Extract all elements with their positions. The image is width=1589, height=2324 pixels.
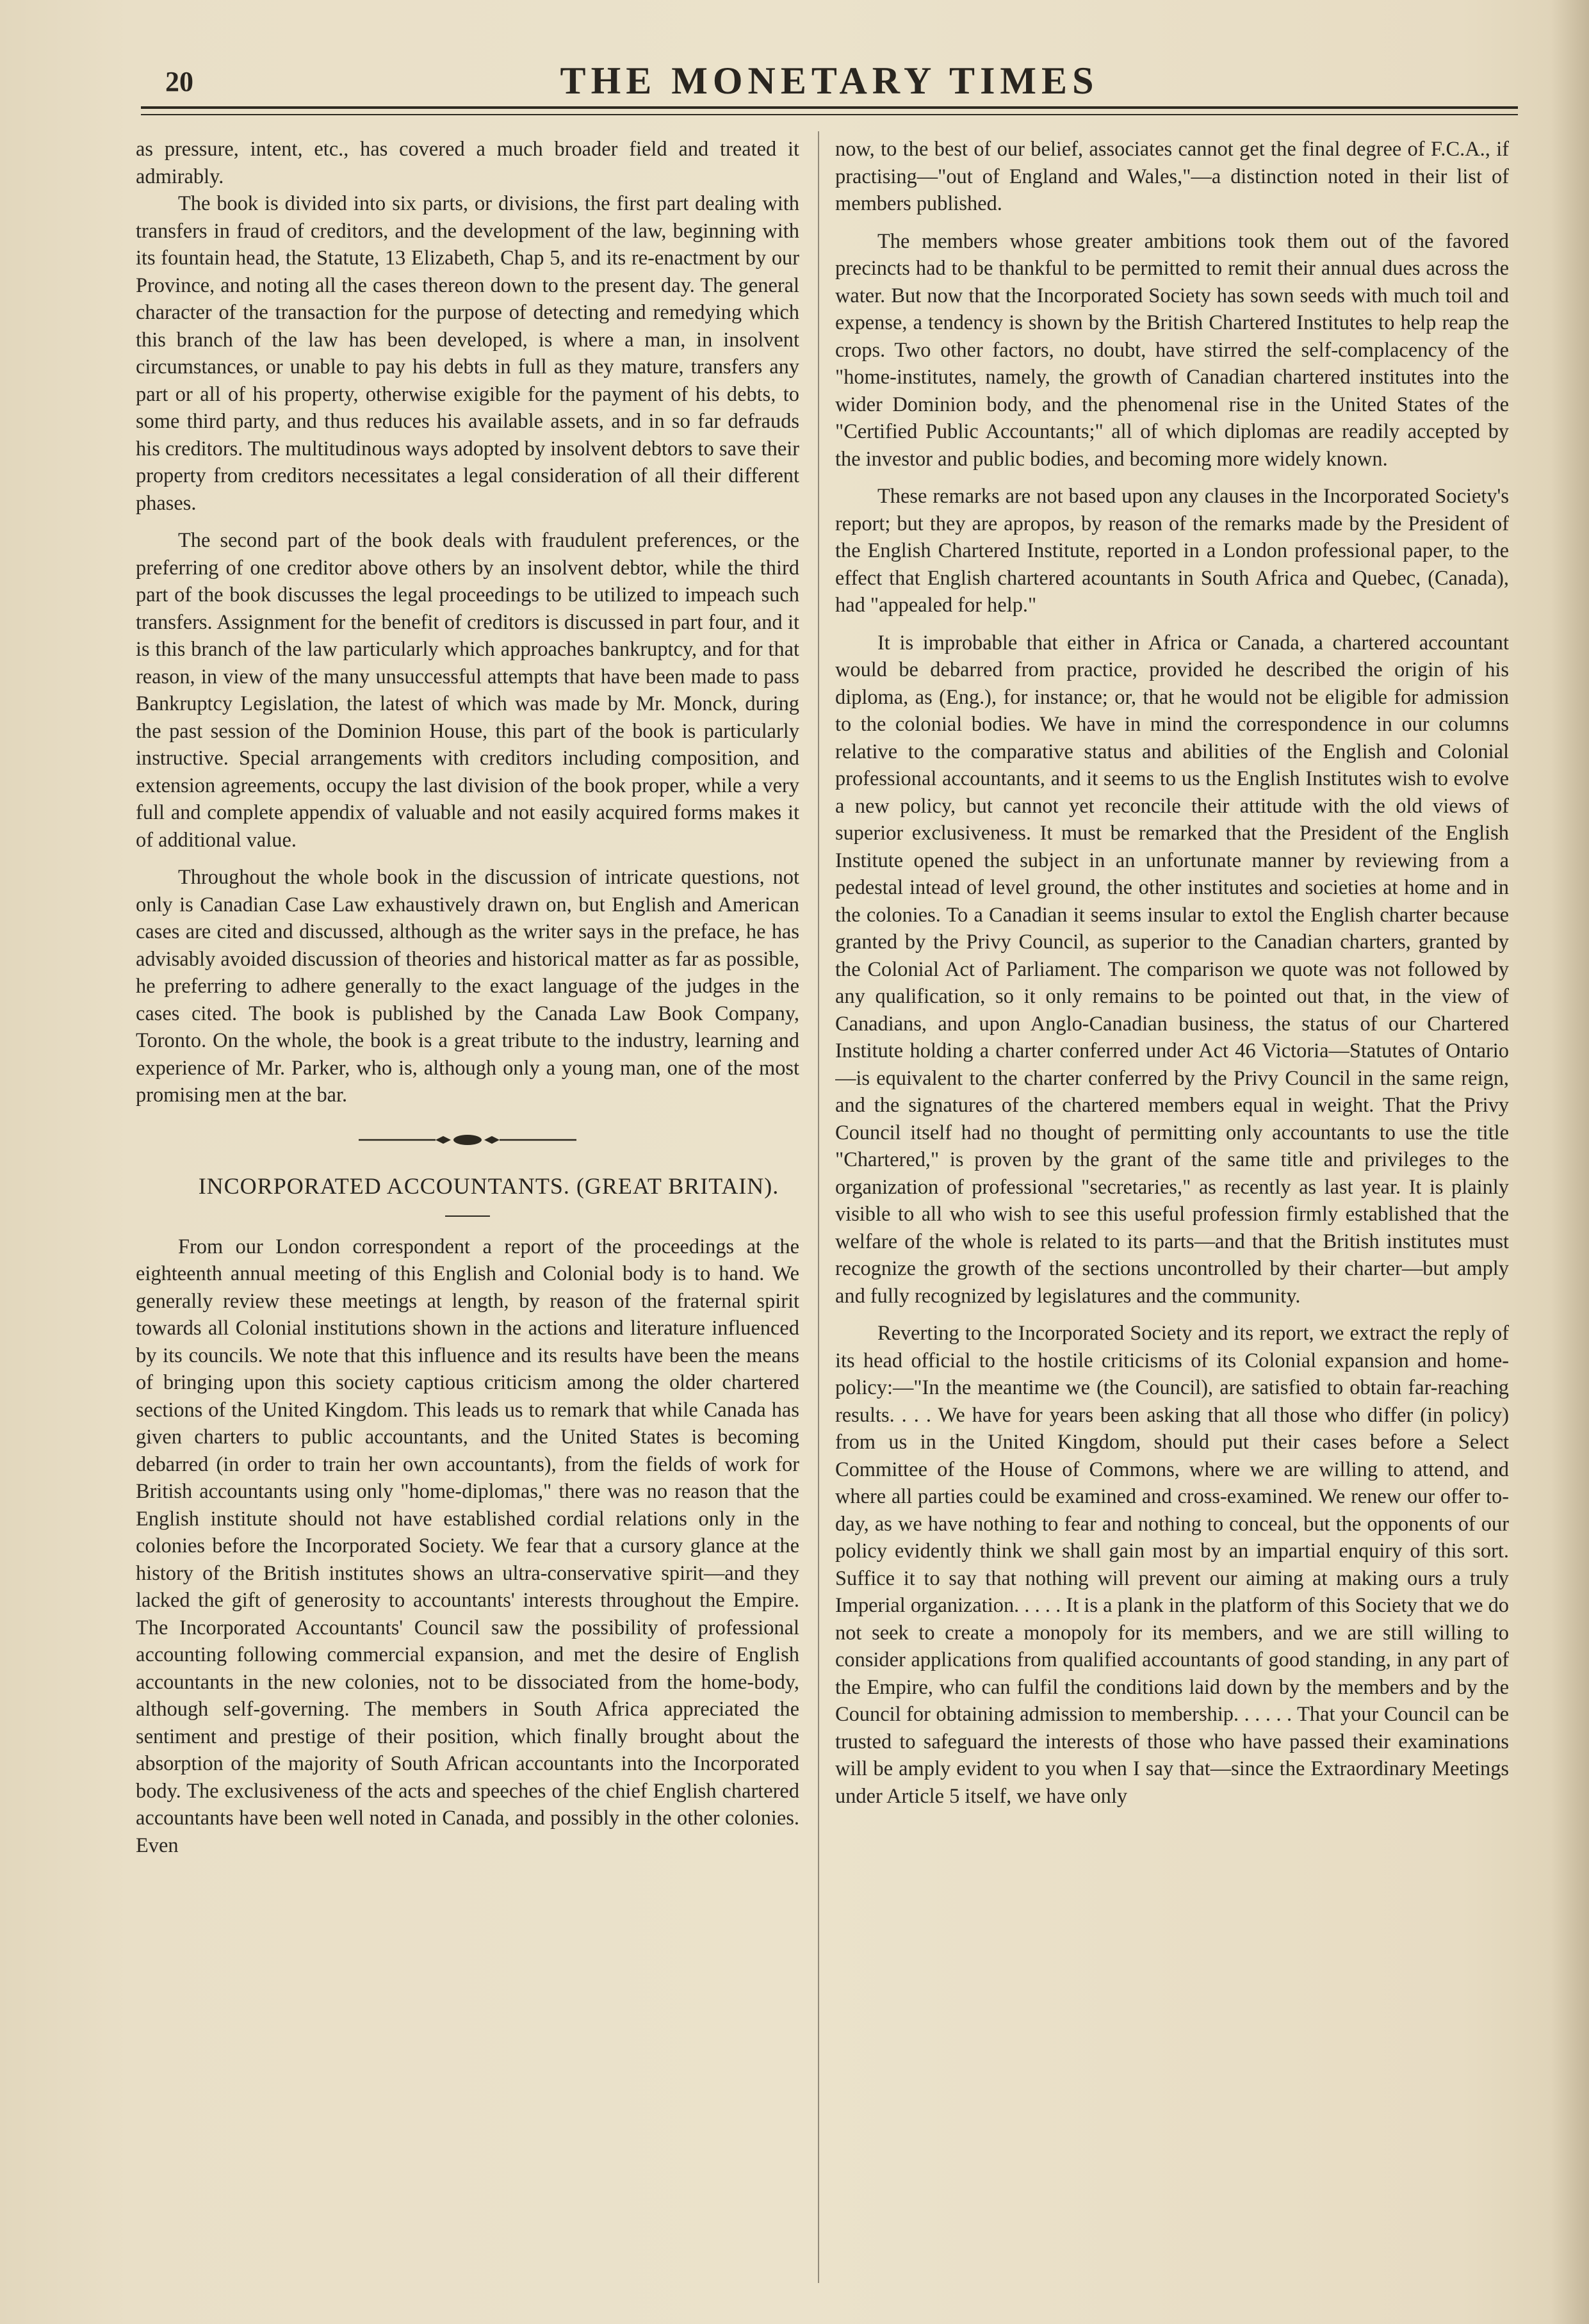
left-column bbox=[136, 136, 799, 2287]
section-paragraph-1: From our London correspondent a report of the proceedings at the eighteenth annual meeting of this English and Colonial body is to hand. We generally review these meetings at length, by reason of the fraternal spirit towards all Colonial institutions shown in the actions and literature influenced by its councils. We note that this influence and its results have been the means of bringing upon this society captious criticism among the older chartered sections of the United Kingdom. This leads us to remark that while Canada has given charters to public accountants, and the United States is becoming debarred (in order to train her own accountants), from the fields of work for British accountants using only "home-diplomas," there was no reason that the English institute should not have established cordial relations only in the colonies before the Incorporated Society. We fear that a cursory glance at the history of the British institutes shows an ultra-conservative spirit—and they lacked the gift of generosity to accountants' interests throughout the Empire. The Incorporated Accountants' Council saw the possibility of professional accounting following commercial expansion, and met the desire of English accountants in the new colonies, not to be dissociated from the home-body, although self-governing. The members in South Africa appreciated the sentiment and prestige of their position, which finally brought about the absorption of the majority of South African accountants into the Incorporated body. The exclusiveness of the acts and speeches of the chief English chartered accountants have been well noted in Canada, and possibly in the other colonies. Even bbox=[136, 1235, 799, 1857]
right-paragraph-3: These remarks are not based upon any clauses in the Incorporated Society's report; but they are apropos, by reason of the remarks made by the President of the English Chartered Institute, reported in a London professional paper, to the effect that English chartered acountants in South Africa and Quebec, (Canada), had "appealed for help." bbox=[835, 485, 1509, 617]
page-header bbox=[141, 59, 1518, 110]
header-rule-thin bbox=[141, 114, 1518, 115]
left-paragraph-2: The book is divided into six parts, or divisions, the first part dealing with transfers in fraud of creditors, and the development of the law, beginning with its fountain head, the Statute, 13 Elizabeth, Chap 5, and its re-enactment by our Province, and noting all the cases thereon down to the present day. The general character of the transaction for the purpose of detecting and remedying which this branch of the law has been developed, is where a man, in insolvent circumstances, or unable to pay his debts in full as they mature, transfers any part or all of his property, otherwise exigible for the payment of his debts, to some third party, and thus reduces his available assets, and in so far defrauds his creditors. The multitudinous ways adopted by insolvent debtors to save their property from creditors necessitates a legal consideration of all their different phases. bbox=[136, 192, 799, 515]
left-paragraph-4: Throughout the whole book in the discussion of intricate questions, not only is Canadian Case Law exhaustively drawn on, but English and American cases are cited and discussed, although as the writer says in the preface, he has advisably avoided discussion of theories and historical matter as far as possible, he preferring to adhere generally to the exact language of the judges in the cases cited. The book is published by the Canada Law Book Company, Toronto. On the whole, the book is a great tribute to the industry, learning and experience of Mr. Parker, who is, although only a young man, one of the most promising men at the bar. bbox=[136, 866, 799, 1107]
right-paragraph-2: The members whose greater ambitions took them out of the favored precincts had to be thankful to be permitted to remit their annual dues across the water. But now that the Incorporated Society has sown seeds with much toil and expense, a tendency is shown by the British Chartered Institutes to help reap the crops. Two other factors, no doubt, have stirred the self-complacency of the "home-institutes, namely, the growth of Canadian chartered institutes into the wider Dominion body, and the phenomenal rise in the United States of the "Certified Public Accountants;" all of which diplomas are readily accepted by the investor and public bodies, and becoming more widely known. bbox=[835, 229, 1509, 471]
heading-short-rule bbox=[445, 1215, 490, 1217]
masthead-title: THE MONETARY TIMES bbox=[560, 60, 1099, 102]
page-number: 20 bbox=[165, 66, 193, 97]
right-paragraph-1: now, to the best of our belief, associates cannot get the final degree of F.C.A., if practising—"out of England and Wales,"—a distinction noted in their list of members published. bbox=[835, 138, 1509, 215]
left-paragraph-1: as pressure, intent, etc., has covered a much broader field and treated it admirably. bbox=[136, 138, 799, 188]
right-column bbox=[835, 136, 1509, 2287]
page-edge-shadow bbox=[1551, 0, 1589, 2324]
section-heading: INCORPORATED ACCOUNTANTS. (GREAT BRITAIN). bbox=[198, 1173, 779, 1199]
ornament-divider-icon bbox=[359, 1132, 576, 1148]
right-paragraph-5: Reverting to the Incorporated Society and its report, we extract the reply of its head official to the hostile criticisms of its Colonial expansion and home-policy:—"In the meantime we (the Council), are satisfied to obtain far-reaching results. . . . We have for years been asking that all those who differ (in policy) from us in the United Kingdom, should put their cases before a Select Committee of the House of Commons, where we are willing to attend, and where all parties could be examined and cross-examined. We renew our offer to-day, as we have nothing to fear and nothing to conceal, but the opponents of our policy evidently think we shall gain most by an impartial enquiry of this sort. Suffice it to say that nothing will prevent our aiming at making ours a truly Imperial organization. . . . . It is a plank in the platform of this Society that we do not seek to create a monopoly for its members, and we are still willing to consider applications from qualified accountants of good standing, in any part of the Empire, who can fulfil the conditions laid down by the members and by the Council for obtaining admission to membership. . . . . . That your Council can be trusted to safeguard the interests of those who have passed their examinations will be amply evident to you when I say that—since the Extraordinary Meetings under Article 5 itself, we have only bbox=[835, 1322, 1509, 1808]
left-paragraph-3: The second part of the book deals with fraudulent preferences, or the preferring of one creditor above others by an insolvent debtor, while the third part of the book discusses the legal proceedings to be utilized to impeach such transfers. Assignment for the benefit of creditors is discussed in part four, and it is this branch of the law particularly which approaches bankruptcy, and for that reason, in view of the many unsuccessful attempts that have been made to pass Bankruptcy Legislation, the latest of which was made by Mr. Monck, during the past session of the Dominion House, this part of the book is particularly instructive. Special arrangements with creditors including composition, and extension agreements, occupy the last division of the book proper, while a very full and complete appendix of valuable and not easily acquired forms makes it of additional value. bbox=[136, 529, 799, 852]
column-divider bbox=[818, 131, 819, 2283]
right-paragraph-4: It is improbable that either in Africa or Canada, a chartered accountant would be debarred from practice, provided he described the origin of his diploma, as (Eng.), for instance; or, that he would not be eligible for admission to the colonial bodies. We have in mind the correspondence in our columns relative to the comparative status and abilities of the English and Colonial professional accountants, and it seems to us the English Institutes wish to evolve a new policy, but cannot yet reconcile their attitude with the old views of superior exclusiveness. It must be remarked that the President of the English Institute opened the subject in an unfortunate manner by reviewing from a pedestal intead of level ground, the other institutes and societies at home and in the colonies. To a Canadian it seems insular to extol the English charter because granted by the Privy Council, as superior to the Canadian charters, granted by the Colonial Act of Parliament. The comparison we quote was not followed by any qualification, so it only remains to be pointed out that, in the view of Canadians, and upon Anglo-Canadian business, the status of our Chartered Institute holding a charter conferred under Act 46 Victoria—Statutes of Ontario—is equivalent to the charter conferred by the Privy Council in the same reign, and the signatures of the chartered members equal in weight. That the Privy Council itself had no thought of permitting only accountants to use the title "Chartered," is proven by the grant of the same title and privileges to the organization of professional "secretaries," as recently as last year. It is plainly visible to all who wish to see this useful profession firmly established that the welfare of the whole is related to its parts—and that the British institutes must recognize the growth of the sections uncontrolled by their charter—but amply and fully recognized by legislatures and the community. bbox=[835, 631, 1509, 1308]
header-rule-thick bbox=[141, 106, 1518, 109]
